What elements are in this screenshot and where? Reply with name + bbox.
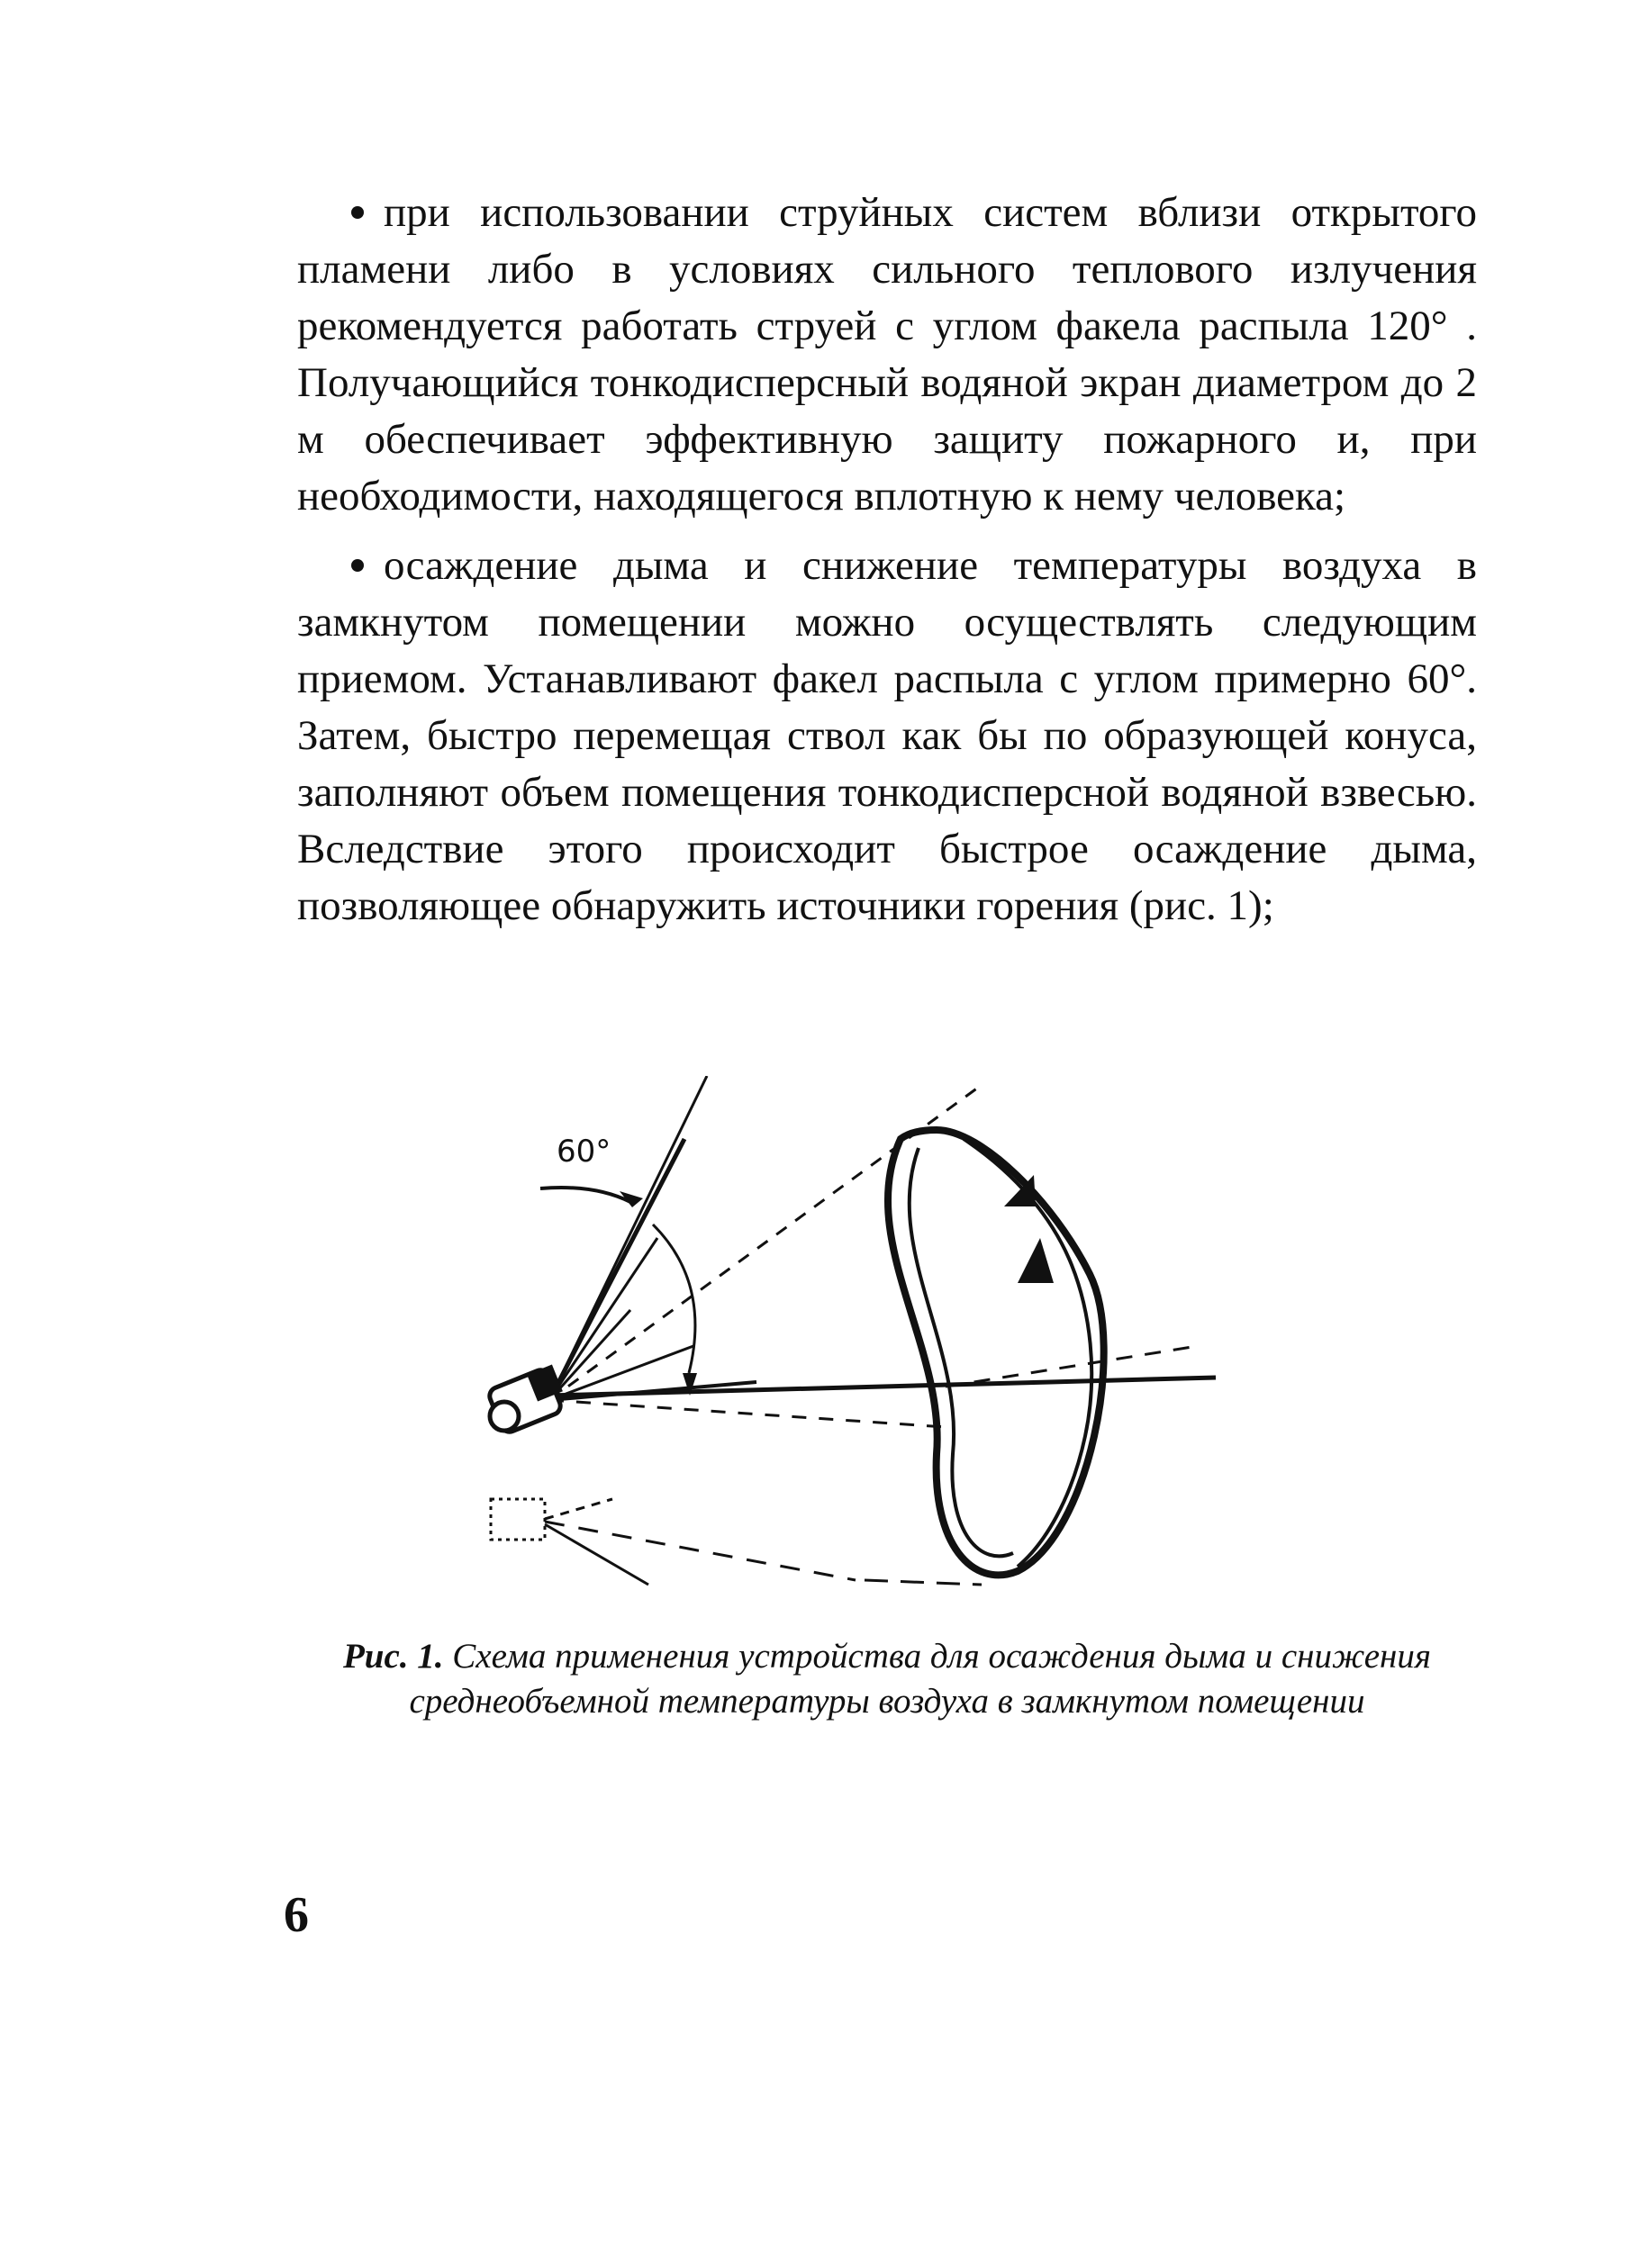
paragraph-text: при использовании струйных систем вблизи открытого пламени либо в условиях сильного теплового излучения рекомендуется работать струей с углом факела распыла 120° . Получающийся тонкодисперсный водяной экран диаметром до 2 м обеспечивает эффективную защиту пожарного и, при необходимости, находящегося вплотную к нему человека; xyxy=(297,189,1477,520)
body-text xyxy=(297,185,1477,947)
rotation-arrow-lower xyxy=(1018,1238,1054,1283)
angle-arrow xyxy=(540,1188,630,1202)
page-number: 6 xyxy=(284,1887,309,1943)
scheme-drawing xyxy=(477,1076,1252,1589)
lower-dashed-tail xyxy=(865,1580,982,1585)
nozzle-lower-position xyxy=(491,1499,856,1585)
bullet-paragraph-1 xyxy=(297,185,1477,525)
spray-line-upper-thick xyxy=(549,1139,684,1400)
figure-smoke-deposition-scheme xyxy=(477,1076,1252,1589)
cone-base-ellipse xyxy=(888,1130,1104,1575)
angle-label: 60° xyxy=(557,1134,611,1170)
bullet-icon xyxy=(351,206,364,219)
spray-ray xyxy=(549,1238,657,1400)
central-axis xyxy=(549,1378,1216,1396)
cone-lower-dashed xyxy=(549,1400,946,1427)
bullet-paragraph-2 xyxy=(297,538,1477,935)
nozzle-icon xyxy=(487,1365,563,1435)
caption-label: Рис. 1. xyxy=(342,1637,444,1676)
bullet-icon xyxy=(351,559,364,572)
caption-text: Схема применения устройства для осаждения дыма и снижения среднеобъемной температуры воздуха в замкнутом помещении xyxy=(409,1637,1432,1721)
paragraph-text: осаждение дыма и снижение температуры воздуха в замкнутом помещении можно осуществлять следующим приемом. Устанавливают факел распыла с углом примерно 60°. Затем, быстро перемещая ствол как бы по образующей конуса, заполняют объем помещения тонкодисперсной водяной взвесью. Вследствие этого происходит быстрое осаждение дыма, позволяющее обнаружить источники горения (рис. 1); xyxy=(297,542,1477,929)
figure-caption xyxy=(297,1634,1477,1724)
